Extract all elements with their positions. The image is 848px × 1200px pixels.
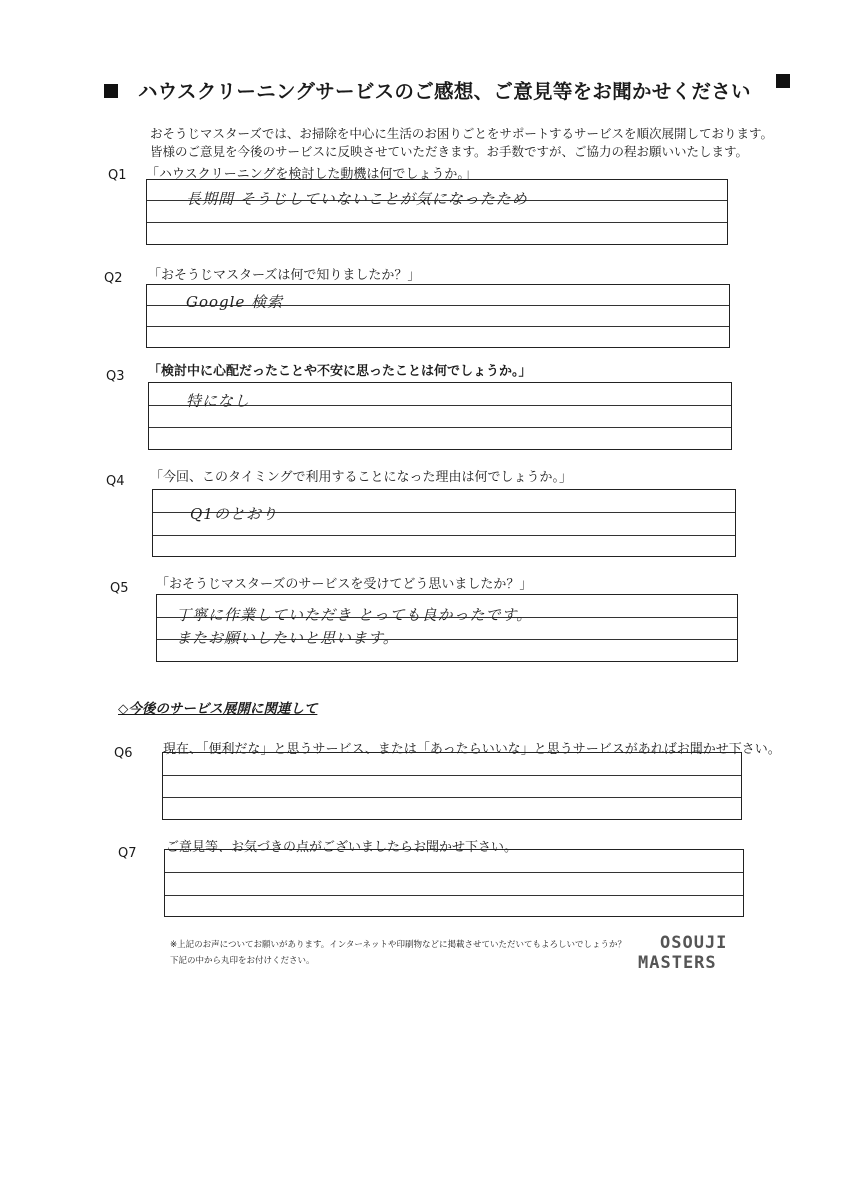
logo-text-line-2: MASTERS <box>638 953 717 973</box>
q3-label: Q3 <box>106 369 125 384</box>
q5-label: Q5 <box>110 581 129 596</box>
intro-line-2: 皆様のご意見を今後のサービスに反映させていただきます。お手数ですが、ご協力の程お願いいたします。 <box>150 144 749 159</box>
q2-answer-1: Google 検索 <box>186 293 284 311</box>
section-heading: ◇今後のサービス展開に関連して <box>118 701 318 717</box>
q6-text: 現在、「便利だな」と思うサービス、または「あったらいいな」と思うサービスがあればお聞かせ下さい。 <box>163 742 781 757</box>
footer-note-1: ※上記のお声についてお願いがあります。インターネットや印刷物などに掲載させていただいてもよろしいでしょうか？ <box>170 940 627 950</box>
q2-text: 「おそうじマスターズは何で知りましたか？」 <box>148 268 421 283</box>
title-square-left <box>104 84 118 98</box>
title-square-right <box>776 74 790 88</box>
q7-answer-box[interactable] <box>164 849 744 917</box>
q4-text: 「今回、このタイミングで利用することになった理由は何でしょうか。」 <box>150 470 572 485</box>
q3-answer-1: 特になし <box>186 392 251 410</box>
q4-label: Q4 <box>106 474 125 489</box>
footer-note-2: 下記の中から丸印をお付けください。 <box>170 956 315 966</box>
q5-text: 「おそうじマスターズのサービスを受けてどう思いましたか？」 <box>156 577 533 592</box>
q6-answer-box[interactable] <box>162 752 742 820</box>
q7-label: Q7 <box>118 846 137 861</box>
q1-text: 「ハウスクリーニングを検討した動機は何でしょうか。」 <box>146 167 477 182</box>
q1-answer-1: 長期間 そうじしていないことが気になったため <box>186 190 528 208</box>
q5-answer-1: 丁寧に作業していただき とっても良かったです。 <box>176 606 533 624</box>
q5-answer-2: またお願いしたいと思います。 <box>176 629 399 647</box>
logo-text-line-1: OSOUJI <box>660 933 728 953</box>
q6-label: Q6 <box>114 746 133 761</box>
page-title: ハウスクリーニングサービスのご感想、ご意見等をお聞かせください <box>138 80 751 103</box>
osouji-masters-logo <box>636 930 756 976</box>
q7-text: ご意見等、お気づきの点がございましたらお聞かせ下さい。 <box>166 840 518 855</box>
q2-label: Q2 <box>104 271 123 286</box>
intro-line-1: おそうじマスターズでは、お掃除を中心に生活のお困りごとをサポートするサービスを順次展開しております。 <box>150 126 774 141</box>
q1-label: Q1 <box>108 168 127 183</box>
q3-text: 「検討中に心配だったことや不安に思ったことは何でしょうか。」 <box>148 364 532 379</box>
q4-answer-1: Q1のとおり <box>190 505 278 523</box>
